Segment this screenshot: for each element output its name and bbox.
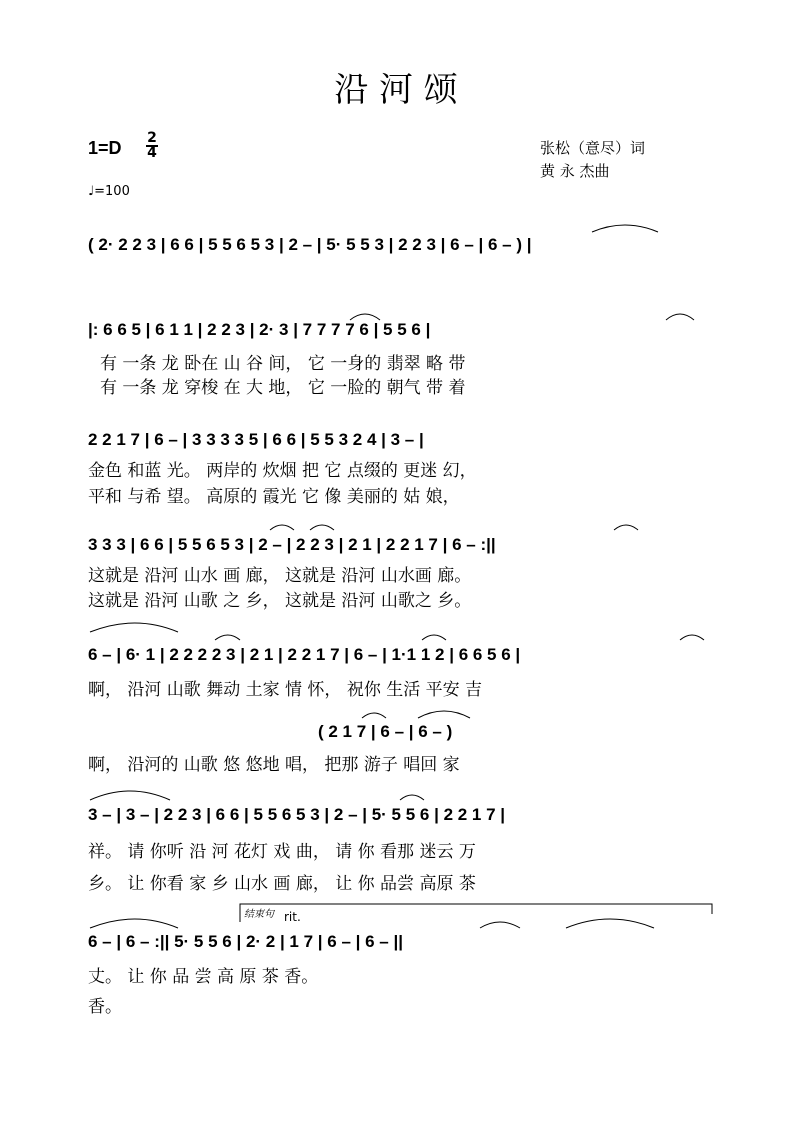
slur-5 [310,525,334,530]
lyric-line-8-verse-2: 香。 [88,997,122,1017]
lyric-line-4-verse-1: 这就是 沿河 山水 画 廊， 这就是 沿河 山水画 廊。 [88,566,472,586]
slur-1 [592,225,658,232]
slur-3 [666,314,694,320]
lyric-line-4-verse-2: 这就是 沿河 山歌 之 乡， 这就是 沿河 山歌之 乡。 [88,591,472,611]
lyric-line-2-verse-1: 有 一条 龙 卧在 山 谷 间， 它 一身的 翡翠 略 带 [100,354,466,374]
score-line-6-interlude: ( 2 1 7 | 6 – | 6 – ) [318,722,453,741]
slur-11 [362,713,386,718]
time-sig-top: 2 [147,130,157,146]
lyric-line-6: 啊， 沿河的 山歌 悠 悠地 唱， 把那 游子 唱回 家 [88,755,460,775]
lyric-line-5: 啊， 沿河 山歌 舞动 土家 情 怀， 祝你 生活 平安 吉 [88,680,483,700]
slur-8 [215,635,240,640]
ending-label: 结束句 [244,909,274,920]
slur-6 [614,525,638,530]
lyric-line-7-verse-2: 乡。 让 你看 家 乡 山水 画 廊， 让 你 品尝 高原 茶 [88,874,476,894]
slurs [90,225,704,928]
slur-16 [480,922,520,928]
score-line-8: 6 – | 6 – :|| 5· 5 5 6 | 2· 2 | 1 7 | 6 – | 6 – || [88,932,403,951]
tempo-mark: ♩=100 [88,184,130,199]
ending-bracket [240,904,712,922]
slur-17 [566,919,654,928]
lyric-line-7-verse-1: 祥。 请 你听 沿 河 花灯 戏 曲， 请 你 看那 迷云 万 [88,842,476,862]
composer-credit: 黄 永 杰曲 [540,162,610,180]
key-signature: 1=D [88,138,122,158]
score-line-7: 3 – | 3 – | 2 2 3 | 6 6 | 5 5 6 5 3 | 2 – | 5· 5 5 6 | 2 2 1 7 | [88,805,506,824]
score-line-2: |: 6 6 5 | 6 1 1 | 2 2 3 | 2· 3 | 7 7 7 7 6 | 5 5 6 | [88,320,431,339]
score-line-4: 3 3 3 | 6 6 | 5 5 6 5 3 | 2 – | 2 2 3 | 2 1 | 2 2 1 7 | 6 – :|| [88,535,496,554]
lyricist-credit: 张松（意尽）词 [540,139,646,157]
time-sig-bottom: 4 [147,145,157,161]
rit-mark: rit. [284,910,301,924]
lyric-line-3-verse-2: 平和 与希 望。 高原的 霞光 它 像 美丽的 姑 娘， [88,487,460,507]
score-line-1: ( 2· 2 2 3 | 6 6 | 5 5 6 5 3 | 2 – | 5· 5 5 3 | 2 2 3 | 6 – | 6 – ) | [88,235,532,254]
slur-7 [90,623,178,632]
slur-14 [400,795,424,800]
lyric-line-3-verse-1: 金色 和蓝 光。 两岸的 炊烟 把 它 点缀的 更迷 幻， [88,461,477,481]
slur-10 [680,635,704,640]
song-title: 沿 河 颂 [334,70,458,110]
slur-4 [270,525,294,530]
slur-13 [90,791,170,800]
slur-12 [418,711,470,718]
score-line-3: 2 2 1 7 | 6 – | 3 3 3 3 5 | 6 6 | 5 5 3 2 4 | 3 – | [88,430,424,449]
lyric-line-2-verse-2: 有 一条 龙 穿梭 在 大 地， 它 一脸的 朝气 带 着 [100,378,466,398]
score-line-5: 6 – | 6· 1 | 2 2 2 2 3 | 2 1 | 2 2 1 7 | 6 – | 1·1 1 2 | 6 6 5 6 | [88,645,521,664]
slur-9 [422,635,446,640]
lyric-line-8-verse-1: 丈。 让 你 品 尝 高 原 茶 香。 [88,967,319,987]
slur-15 [90,919,178,928]
slur-2 [350,314,380,320]
